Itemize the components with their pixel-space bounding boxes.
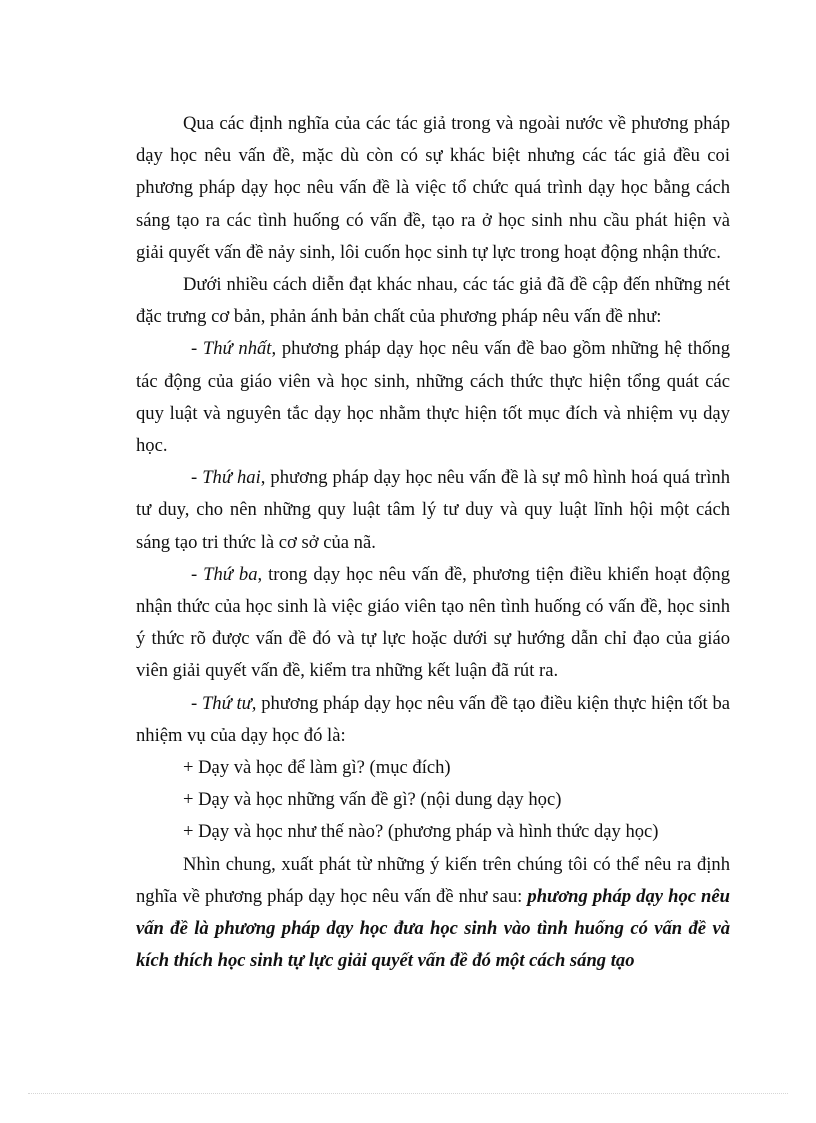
first-point-text: , phương pháp dạy học nêu vấn đề bao gồm những hệ thống tác động của giáo viên và học sinh, những cách thức thực hiện tổng quát các quy luật và nguyên tắc dạy học nhằm thực hiện tốt mục đích và nhiệm vụ dạy học. [136,338,731,457]
first-point-label: Thứ nhất [202,338,272,360]
page-footer-divider [28,1093,788,1094]
paragraph-fourth-point [136,688,730,752]
third-point-label: Thứ ba [203,563,258,585]
second-point-text: , phương pháp dạy học nêu vấn đề là sự mô hình hoá quá trình tư duy, cho nên những quy luật tâm lý tư duy và quy luật lĩnh hội một cách sáng tạo tri thức là cơ sở của nã. [136,467,731,553]
paragraph-2: Dưới nhiều cách diễn đạt khác nhau, các tác giả đã đề cập đến những nét đặc trưng cơ bản, phản ánh bản chất của phương pháp nêu vấn đề như: [136,274,730,328]
document-page [136,108,730,977]
paragraph-first-point [136,333,730,462]
list-item: + Dạy và học để làm gì? (mục đích) [183,757,451,779]
dash: - [191,467,203,489]
list-item: + Dạy và học những vấn đề gì? (nội dung dạy học) [183,789,562,811]
conclusion-text: Nhìn chung, xuất phát từ những ý kiến trên chúng tôi có thể nêu ra định nghĩa về phương pháp dạy học nêu vấn đề như sau: [136,853,730,907]
dash: - [191,692,202,714]
paragraph-conclusion [136,849,730,978]
list-item: + Dạy và học như thế nào? (phương pháp và hình thức dạy học) [183,821,659,843]
third-point-text: , trong dạy học nêu vấn đề, phương tiện điều khiển hoạt động nhận thức của học sinh là việc giáo viên tạo nên tình huống có vấn đề, học sinh ý thức rõ được vấn đề đó và tự lực hoặc dưới sự hướng dẫn chỉ đạo của giáo viên giải quyết vấn đề, kiểm tra những kết luận đã rút ra. [136,563,731,682]
definition-bold: phương pháp dạy học nêu vấn đề là phương pháp dạy học đưa học sinh vào tình huống có vấn đề và kích thích học sinh tự lực giải quyết vấn đề đó một cách sáng tạo [136,885,730,972]
fourth-point-text: phương pháp dạy học nêu vấn đề tạo điều kiện thực hiện tốt ba nhiệm vụ của dạy học đó là: [136,692,730,746]
paragraph-1: Qua các định nghĩa của các tác giả trong và ngoài nước về phương pháp dạy học nêu vấn đề, mặc dù còn có sự khác biệt nhưng các tác giả đều coi phương pháp dạy học nêu vấn đề là việc tổ chức quá trình dạy học bằng cách sáng tạo ra các tình huống có vấn đề, tạo ra ở học sinh nhu cầu phát hiện và giải quyết vấn đề nảy sinh, lôi cuốn học sinh tự lực trong hoạt động nhận thức. [136,113,730,263]
paragraph-third-point [136,559,730,688]
fourth-point-label: Thứ tư, [201,692,257,714]
second-point-label: Thứ hai [202,467,261,489]
dash: - [191,563,204,585]
dash: - [191,338,203,360]
paragraph-second-point [136,462,730,559]
